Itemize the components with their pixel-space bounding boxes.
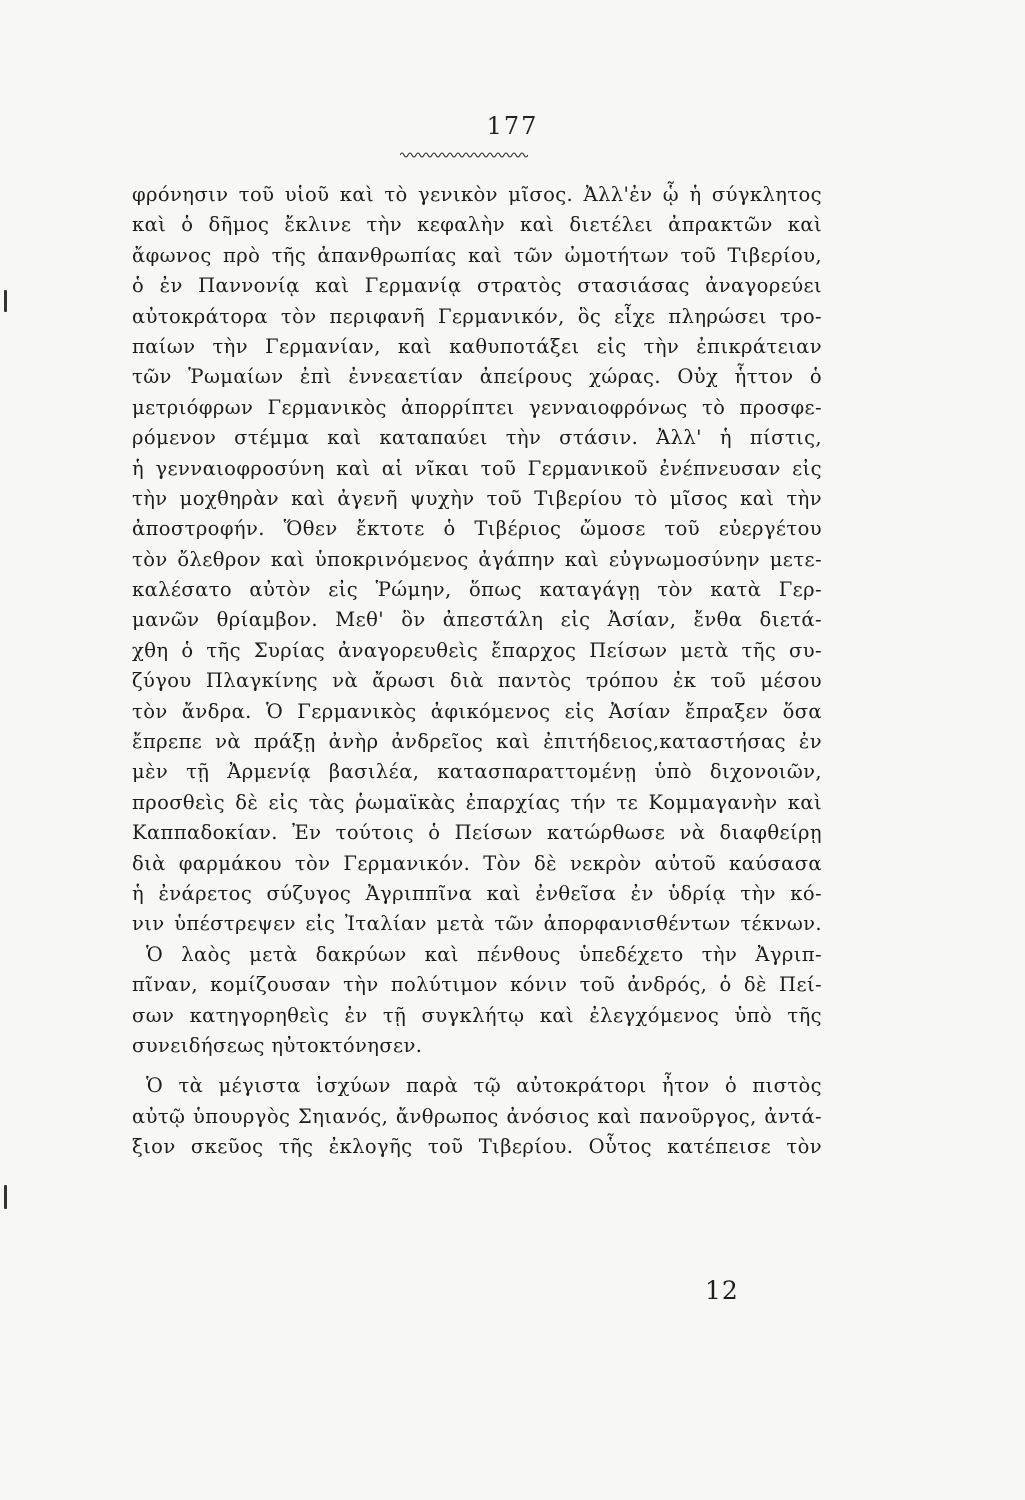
text-line: φρόνησιν τοῦ υἱοῦ καὶ τὸ γενικὸν μῖσος. Ἀλλ'ἐν ᾧ ἡ σύγκλητος xyxy=(132,183,822,206)
binding-mark xyxy=(4,1185,7,1209)
text-line: διὰ φαρμάκου τὸν Γερμανικόν. Τὸν δὲ νεκρὸν αὐτοῦ καύσασα xyxy=(132,851,822,875)
text-line: Ὁ τὰ μέγιστα ἰσχύων παρὰ τῷ αὐτοκράτορι ἦτον ὁ πιστὸς xyxy=(146,1074,822,1098)
text-line: συνειδήσεως ηὐτοκτόνησεν. xyxy=(132,1033,423,1057)
text-line: νιν ὑπέστρεψεν εἰς Ἰταλίαν μετὰ τῶν ἀπορφανισθέντων τέκνων. xyxy=(132,912,822,936)
text-line: τὸν ὄλεθρον καὶ ὑποκρινόμενος ἀγάπην καὶ εὐγνωμοσύνην μετε- xyxy=(132,547,822,571)
text-line: αὐτῷ ὑπουργὸς Σηιανός, ἄνθρωπος ἀνόσιος καὶ πανοῦργος, ἀντά- xyxy=(132,1104,822,1128)
text-line: σων κατηγορηθεὶς ἐν τῇ συγκλήτῳ καὶ ἐλεγχόμενος ὑπὸ τῆς xyxy=(132,1003,822,1027)
text-line: προσθεὶς δὲ εἰς τὰς ῥωμαϊκὰς ἐπαρχίας τήν τε Κομμαγανὴν καὶ xyxy=(132,790,822,814)
text-line: μανῶν θρίαμβον. Μεθ' ὃν ἀπεστάλη εἰς Ἀσίαν, ἔνθα διετά- xyxy=(132,608,822,632)
text-line: καλέσατο αὐτὸν εἰς Ῥώμην, ὅπως καταγάγῃ τὸν κατὰ Γερ- xyxy=(132,578,822,602)
text-line: τὴν μοχθηρὰν καὶ ἀγενῆ ψυχὴν τοῦ Τιβερίου τὸ μῖσος καὶ τὴν xyxy=(132,486,822,510)
text-line: τῶν Ῥωμαίων ἐπὶ ἐννεαετίαν ἀπείρους χώρας. Οὐχ ἧττον ὁ xyxy=(132,365,822,389)
text-line: καὶ ὁ δῆμος ἔκλινε τὴν κεφαλὴν καὶ διετέλει ἀπρακτῶν καὶ xyxy=(132,213,822,237)
text-line: ἄφωνος πρὸ τῆς ἀπανθρωπίας καὶ τῶν ὠμοτήτων τοῦ Τιβερίου, xyxy=(132,243,822,267)
decorative-rule xyxy=(400,150,528,160)
text-line: Ὁ λαὸς μετὰ δακρύων καὶ πένθους ὑπεδέχετο τὴν Ἀγριπ- xyxy=(146,942,822,966)
text-line: ξιον σκεῦος τῆς ἐκλογῆς τοῦ Τιβερίου. Οὗτος κατέπεισε τὸν xyxy=(132,1135,822,1159)
text-line: πῖναν, κομίζουσαν τὴν πολύτιμον κόνιν τοῦ ἀνδρός, ὁ δὲ Πεί- xyxy=(132,973,822,997)
text-line: ἡ γενναιοφροσύνη καὶ αἱ νῖκαι τοῦ Γερμανικοῦ ἐνέπνευσαν εἰς xyxy=(132,456,822,480)
text-line: ἡ ἐνάρετος σύζυγος Ἀγριππῖνα καὶ ἐνθεῖσα ἐν ὑδρίᾳ τὴν κό- xyxy=(132,881,822,905)
text-line: ζύγου Πλαγκίνης νὰ ἄρωσι διὰ παντὸς τρόπου ἐκ τοῦ μέσου xyxy=(132,669,822,693)
text-line: Καππαδοκίαν. Ἐν τούτοις ὁ Πείσων κατώρθωσε νὰ διαφθείρῃ xyxy=(132,821,822,845)
binding-mark xyxy=(4,290,7,312)
signature-mark: 12 xyxy=(705,1276,739,1305)
page-number: 177 xyxy=(486,112,539,140)
text-line: μὲν τῇ Ἀρμενίᾳ βασιλέα, κατασπαραττομένῃ ὑπὸ διχονοιῶν, xyxy=(132,760,822,784)
text-line: χθη ὁ τῆς Συρίας ἀναγορευθεὶς ἔπαρχος Πείσων μετὰ τῆς συ- xyxy=(132,638,822,662)
text-line: ἀποστροφήν. Ὅθεν ἔκτοτε ὁ Τιβέριος ὤμοσε τοῦ εὐεργέτου xyxy=(132,517,822,541)
text-line: ρόμενον στέμμα καὶ καταπαύει τὴν στάσιν. Ἀλλ' ἡ πίστις, xyxy=(132,426,822,450)
text-line: παίων τὴν Γερμανίαν, καὶ καθυποτάξει εἰς τὴν ἐπικράτειαν xyxy=(132,334,822,358)
text-line: μετριόφρων Γερμανικὸς ἀπορρίπτει γενναιοφρόνως τὸ προσφε- xyxy=(132,395,822,419)
text-line: τὸν ἄνδρα. Ὁ Γερμανικὸς ἀφικόμενος εἰς Ἀσίαν ἔπραξεν ὅσα xyxy=(132,699,822,723)
body-text xyxy=(132,180,822,1163)
text-line: ὁ ἐν Παννονίᾳ καὶ Γερμανίᾳ στρατὸς στασιάσας ἀναγορεύει xyxy=(132,274,822,298)
text-line: ἔπρεπε νὰ πράξῃ ἀνὴρ ἀνδρεῖος καὶ ἐπιτήδειος,καταστήσας ἐν xyxy=(132,730,822,754)
text-line: αὐτοκράτορα τὸν περιφανῆ Γερμανικόν, ὃς εἶχε πληρώσει τρο- xyxy=(132,304,822,328)
